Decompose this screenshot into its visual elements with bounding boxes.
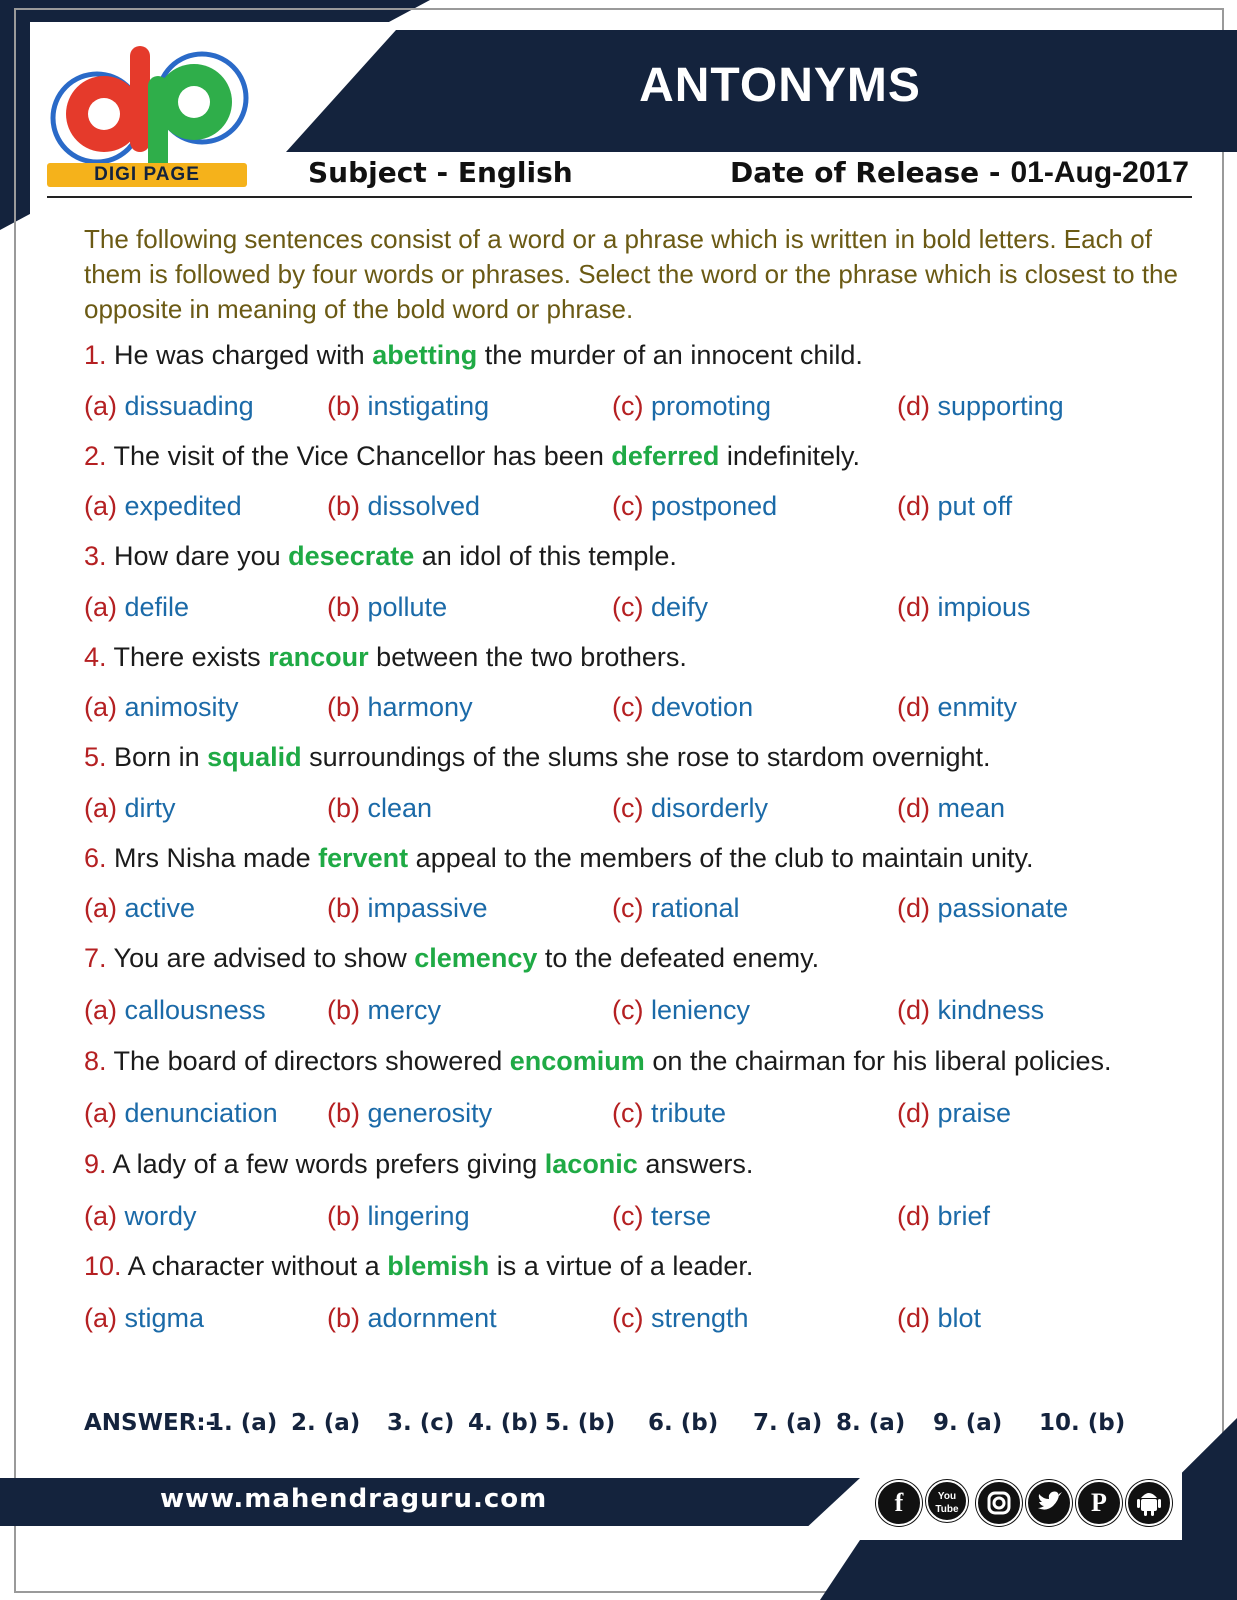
- option-3-d[interactable]: [897, 592, 1031, 623]
- option-text: wordy: [124, 1201, 197, 1231]
- option-text: dissuading: [124, 391, 254, 421]
- option-text: blot: [937, 1303, 982, 1333]
- option-10-d[interactable]: [897, 1303, 981, 1334]
- question-keyword: laconic: [544, 1149, 638, 1179]
- question-3: [84, 541, 677, 572]
- option-label: (b): [327, 893, 360, 923]
- question-keyword: blemish: [387, 1251, 490, 1281]
- question-number: 3.: [84, 541, 107, 571]
- question-text-after: an idol of this temple.: [421, 541, 677, 571]
- option-label: (b): [327, 995, 360, 1025]
- option-text: instigating: [367, 391, 490, 421]
- option-text: devotion: [651, 692, 754, 722]
- question-text-after: appeal to the members of the club to maintain unity.: [415, 843, 1034, 873]
- option-4-a[interactable]: [84, 692, 239, 723]
- option-text: passionate: [937, 893, 1069, 923]
- option-label: (c): [612, 1201, 644, 1231]
- option-text: adornment: [367, 1303, 497, 1333]
- question-9: [84, 1149, 753, 1180]
- question-keyword: clemency: [414, 943, 538, 973]
- facebook-icon[interactable]: f: [876, 1480, 922, 1526]
- option-label: (d): [897, 1303, 930, 1333]
- answer-item: 6. (b): [648, 1410, 719, 1436]
- option-label: (c): [612, 1098, 644, 1128]
- option-5-b[interactable]: [327, 793, 432, 824]
- question-keyword: squalid: [207, 742, 302, 772]
- option-text: postponed: [651, 491, 778, 521]
- question-text-after: on the chairman for his liberal policies.: [652, 1046, 1112, 1076]
- option-label: (d): [897, 893, 930, 923]
- option-6-b[interactable]: [327, 893, 488, 924]
- question-text-after: to the defeated enemy.: [544, 943, 820, 973]
- option-text: impassive: [367, 893, 488, 923]
- question-number: 1.: [84, 340, 107, 370]
- answer-item: 2. (a): [291, 1410, 361, 1436]
- option-7-b[interactable]: [327, 995, 441, 1026]
- question-keyword: abetting: [372, 340, 478, 370]
- option-text: lingering: [367, 1201, 470, 1231]
- instagram-icon[interactable]: [976, 1480, 1022, 1526]
- option-5-a[interactable]: [84, 793, 176, 824]
- option-text: dissolved: [367, 491, 481, 521]
- option-7-c[interactable]: [612, 995, 750, 1026]
- pinterest-icon[interactable]: P: [1076, 1480, 1122, 1526]
- option-label: (b): [327, 1098, 360, 1128]
- question-number: 2.: [84, 441, 107, 471]
- youtube-icon[interactable]: You Tube: [926, 1480, 968, 1522]
- option-8-c[interactable]: [612, 1098, 726, 1129]
- option-4-b[interactable]: [327, 692, 473, 723]
- question-2: [84, 441, 860, 472]
- option-10-a[interactable]: [84, 1303, 204, 1334]
- option-4-c[interactable]: [612, 692, 753, 723]
- website-link[interactable]: www.mahendraguru.com: [160, 1484, 548, 1514]
- option-label: (b): [327, 1303, 360, 1333]
- option-8-d[interactable]: [897, 1098, 1011, 1129]
- answer-key-label: ANSWER:-: [84, 1410, 216, 1436]
- option-text: generosity: [367, 1098, 493, 1128]
- option-8-b[interactable]: [327, 1098, 492, 1129]
- option-label: (d): [897, 1201, 930, 1231]
- option-label: (b): [327, 491, 360, 521]
- question-text-before: He was charged with: [114, 340, 365, 370]
- option-label: (a): [84, 692, 117, 722]
- question-keyword: deferred: [611, 441, 720, 471]
- option-text: praise: [937, 1098, 1012, 1128]
- question-text-after: answers.: [645, 1149, 754, 1179]
- question-text-before: Mrs Nisha made: [114, 843, 311, 873]
- option-2-d[interactable]: [897, 491, 1012, 522]
- question-6: [84, 843, 1034, 874]
- answer-item: 10. (b): [1039, 1410, 1126, 1436]
- option-text: mean: [937, 793, 1006, 823]
- option-label: (a): [84, 491, 117, 521]
- question-keyword: desecrate: [288, 541, 415, 571]
- twitter-icon[interactable]: [1026, 1480, 1072, 1526]
- option-label: (a): [84, 995, 117, 1025]
- page-title: ANTONYMS: [639, 59, 921, 112]
- option-9-d[interactable]: [897, 1201, 990, 1232]
- option-label: (b): [327, 793, 360, 823]
- option-1-a[interactable]: [84, 391, 254, 422]
- release-date: 01-Aug-2017: [1010, 156, 1189, 189]
- option-text: mercy: [367, 995, 442, 1025]
- option-text: denunciation: [124, 1098, 278, 1128]
- option-6-a[interactable]: [84, 893, 195, 924]
- option-text: deify: [651, 592, 709, 622]
- option-3-c[interactable]: [612, 592, 708, 623]
- option-text: disorderly: [651, 793, 769, 823]
- question-number: 6.: [84, 843, 107, 873]
- answer-item: 9. (a): [933, 1410, 1003, 1436]
- option-text: clean: [367, 793, 433, 823]
- answer-item: 3. (c): [387, 1410, 455, 1436]
- option-1-d[interactable]: [897, 391, 1064, 422]
- question-text-before: A lady of a few words prefers giving: [112, 1149, 538, 1179]
- option-9-b[interactable]: [327, 1201, 470, 1232]
- answer-item: 5. (b): [545, 1410, 616, 1436]
- instructions: The following sentences consist of a word or a phrase which is written in bold letters. Each of them is followed by four words or phrases. Select the word or the phrase which is closest to the opposite in meaning of the bold word or phrase.: [84, 224, 1178, 324]
- option-label: (a): [84, 1303, 117, 1333]
- option-label: (b): [327, 692, 360, 722]
- question-number: 4.: [84, 642, 107, 672]
- option-text: strength: [651, 1303, 749, 1333]
- answer-key: [84, 1410, 1194, 1444]
- option-9-c[interactable]: [612, 1201, 711, 1232]
- option-4-d[interactable]: [897, 692, 1017, 723]
- option-text: expedited: [124, 491, 242, 521]
- option-label: (c): [612, 592, 644, 622]
- option-text: animosity: [124, 692, 239, 722]
- answer-item: 4. (b): [468, 1410, 539, 1436]
- option-label: (c): [612, 995, 644, 1025]
- option-2-c[interactable]: [612, 491, 777, 522]
- option-text: supporting: [937, 391, 1064, 421]
- question-number: 9.: [84, 1149, 107, 1179]
- option-label: (a): [84, 1201, 117, 1231]
- option-label: (d): [897, 1098, 930, 1128]
- question-number: 8.: [84, 1046, 107, 1076]
- release-info: [730, 156, 1189, 190]
- question-text-after: surroundings of the slums she rose to stardom overnight.: [309, 742, 991, 772]
- question-text-after: between the two brothers.: [376, 642, 687, 672]
- question-5: [84, 742, 991, 773]
- option-label: (c): [612, 491, 644, 521]
- option-8-a[interactable]: [84, 1098, 278, 1129]
- question-7: [84, 943, 819, 974]
- question-text-before: You are advised to show: [113, 943, 407, 973]
- option-label: (d): [897, 692, 930, 722]
- option-2-a[interactable]: [84, 491, 242, 522]
- option-label: (d): [897, 995, 930, 1025]
- option-7-d[interactable]: [897, 995, 1044, 1026]
- option-label: (a): [84, 1098, 117, 1128]
- option-text: dirty: [124, 793, 176, 823]
- option-label: (b): [327, 1201, 360, 1231]
- option-text: leniency: [651, 995, 751, 1025]
- question-number: 10.: [84, 1251, 122, 1281]
- question-text-before: The visit of the Vice Chancellor has been: [113, 441, 604, 471]
- option-text: active: [124, 893, 196, 923]
- question-text-before: A character without a: [127, 1251, 380, 1281]
- subject-label: Subject - English: [308, 156, 573, 189]
- option-5-c[interactable]: [612, 793, 768, 824]
- option-text: harmony: [367, 692, 473, 722]
- option-label: (c): [612, 1303, 644, 1333]
- option-3-a[interactable]: [84, 592, 189, 623]
- question-text-before: The board of directors showered: [113, 1046, 503, 1076]
- option-label: (d): [897, 793, 930, 823]
- question-text-before: How dare you: [114, 541, 281, 571]
- option-label: (a): [84, 893, 117, 923]
- answer-item: 1. (a): [208, 1410, 278, 1436]
- answer-item: 8. (a): [836, 1410, 906, 1436]
- option-2-b[interactable]: [327, 491, 480, 522]
- question-4: [84, 642, 687, 673]
- footer-bottom-band: [820, 1540, 1237, 1600]
- question-text-after: is a virtue of a leader.: [496, 1251, 754, 1281]
- question-1: [84, 340, 863, 371]
- option-text: stigma: [124, 1303, 205, 1333]
- option-label: (d): [897, 592, 930, 622]
- option-label: (c): [612, 692, 644, 722]
- option-text: rational: [651, 893, 740, 923]
- question-number: 5.: [84, 742, 107, 772]
- option-label: (d): [897, 491, 930, 521]
- question-text-before: There exists: [113, 642, 261, 672]
- header-divider: [47, 196, 1192, 198]
- option-label: (b): [327, 391, 360, 421]
- option-10-c[interactable]: [612, 1303, 749, 1334]
- option-label: (a): [84, 793, 117, 823]
- option-text: impious: [937, 592, 1031, 622]
- logo-label: DIGI PAGE: [47, 163, 247, 187]
- option-label: (c): [612, 793, 644, 823]
- question-text-after: the murder of an innocent child.: [484, 340, 863, 370]
- question-8: [84, 1046, 1112, 1077]
- option-label: (c): [612, 893, 644, 923]
- question-text-before: Born in: [114, 742, 200, 772]
- option-text: brief: [937, 1201, 991, 1231]
- option-label: (a): [84, 391, 117, 421]
- option-text: terse: [651, 1201, 712, 1231]
- option-label: (d): [897, 391, 930, 421]
- option-label: (b): [327, 592, 360, 622]
- release-label: Date of Release -: [730, 156, 1001, 189]
- option-label: (c): [612, 391, 644, 421]
- option-10-b[interactable]: [327, 1303, 497, 1334]
- option-6-d[interactable]: [897, 893, 1068, 924]
- option-1-b[interactable]: [327, 391, 489, 422]
- option-text: promoting: [651, 391, 772, 421]
- option-label: (a): [84, 592, 117, 622]
- option-1-c[interactable]: [612, 391, 771, 422]
- answer-item: 7. (a): [753, 1410, 823, 1436]
- android-icon[interactable]: [1126, 1480, 1172, 1526]
- option-6-c[interactable]: [612, 893, 740, 924]
- option-text: put off: [937, 491, 1013, 521]
- option-text: enmity: [937, 692, 1018, 722]
- option-text: pollute: [367, 592, 448, 622]
- question-keyword: encomium: [509, 1046, 645, 1076]
- option-3-b[interactable]: [327, 592, 447, 623]
- option-text: callousness: [124, 995, 266, 1025]
- option-text: tribute: [651, 1098, 727, 1128]
- option-5-d[interactable]: [897, 793, 1005, 824]
- option-text: defile: [124, 592, 190, 622]
- option-9-a[interactable]: [84, 1201, 197, 1232]
- question-text-after: indefinitely.: [726, 441, 860, 471]
- question-number: 7.: [84, 943, 107, 973]
- option-text: kindness: [937, 995, 1045, 1025]
- question-10: [84, 1251, 753, 1282]
- option-7-a[interactable]: [84, 995, 266, 1026]
- question-keyword: rancour: [268, 642, 369, 672]
- question-keyword: fervent: [318, 843, 409, 873]
